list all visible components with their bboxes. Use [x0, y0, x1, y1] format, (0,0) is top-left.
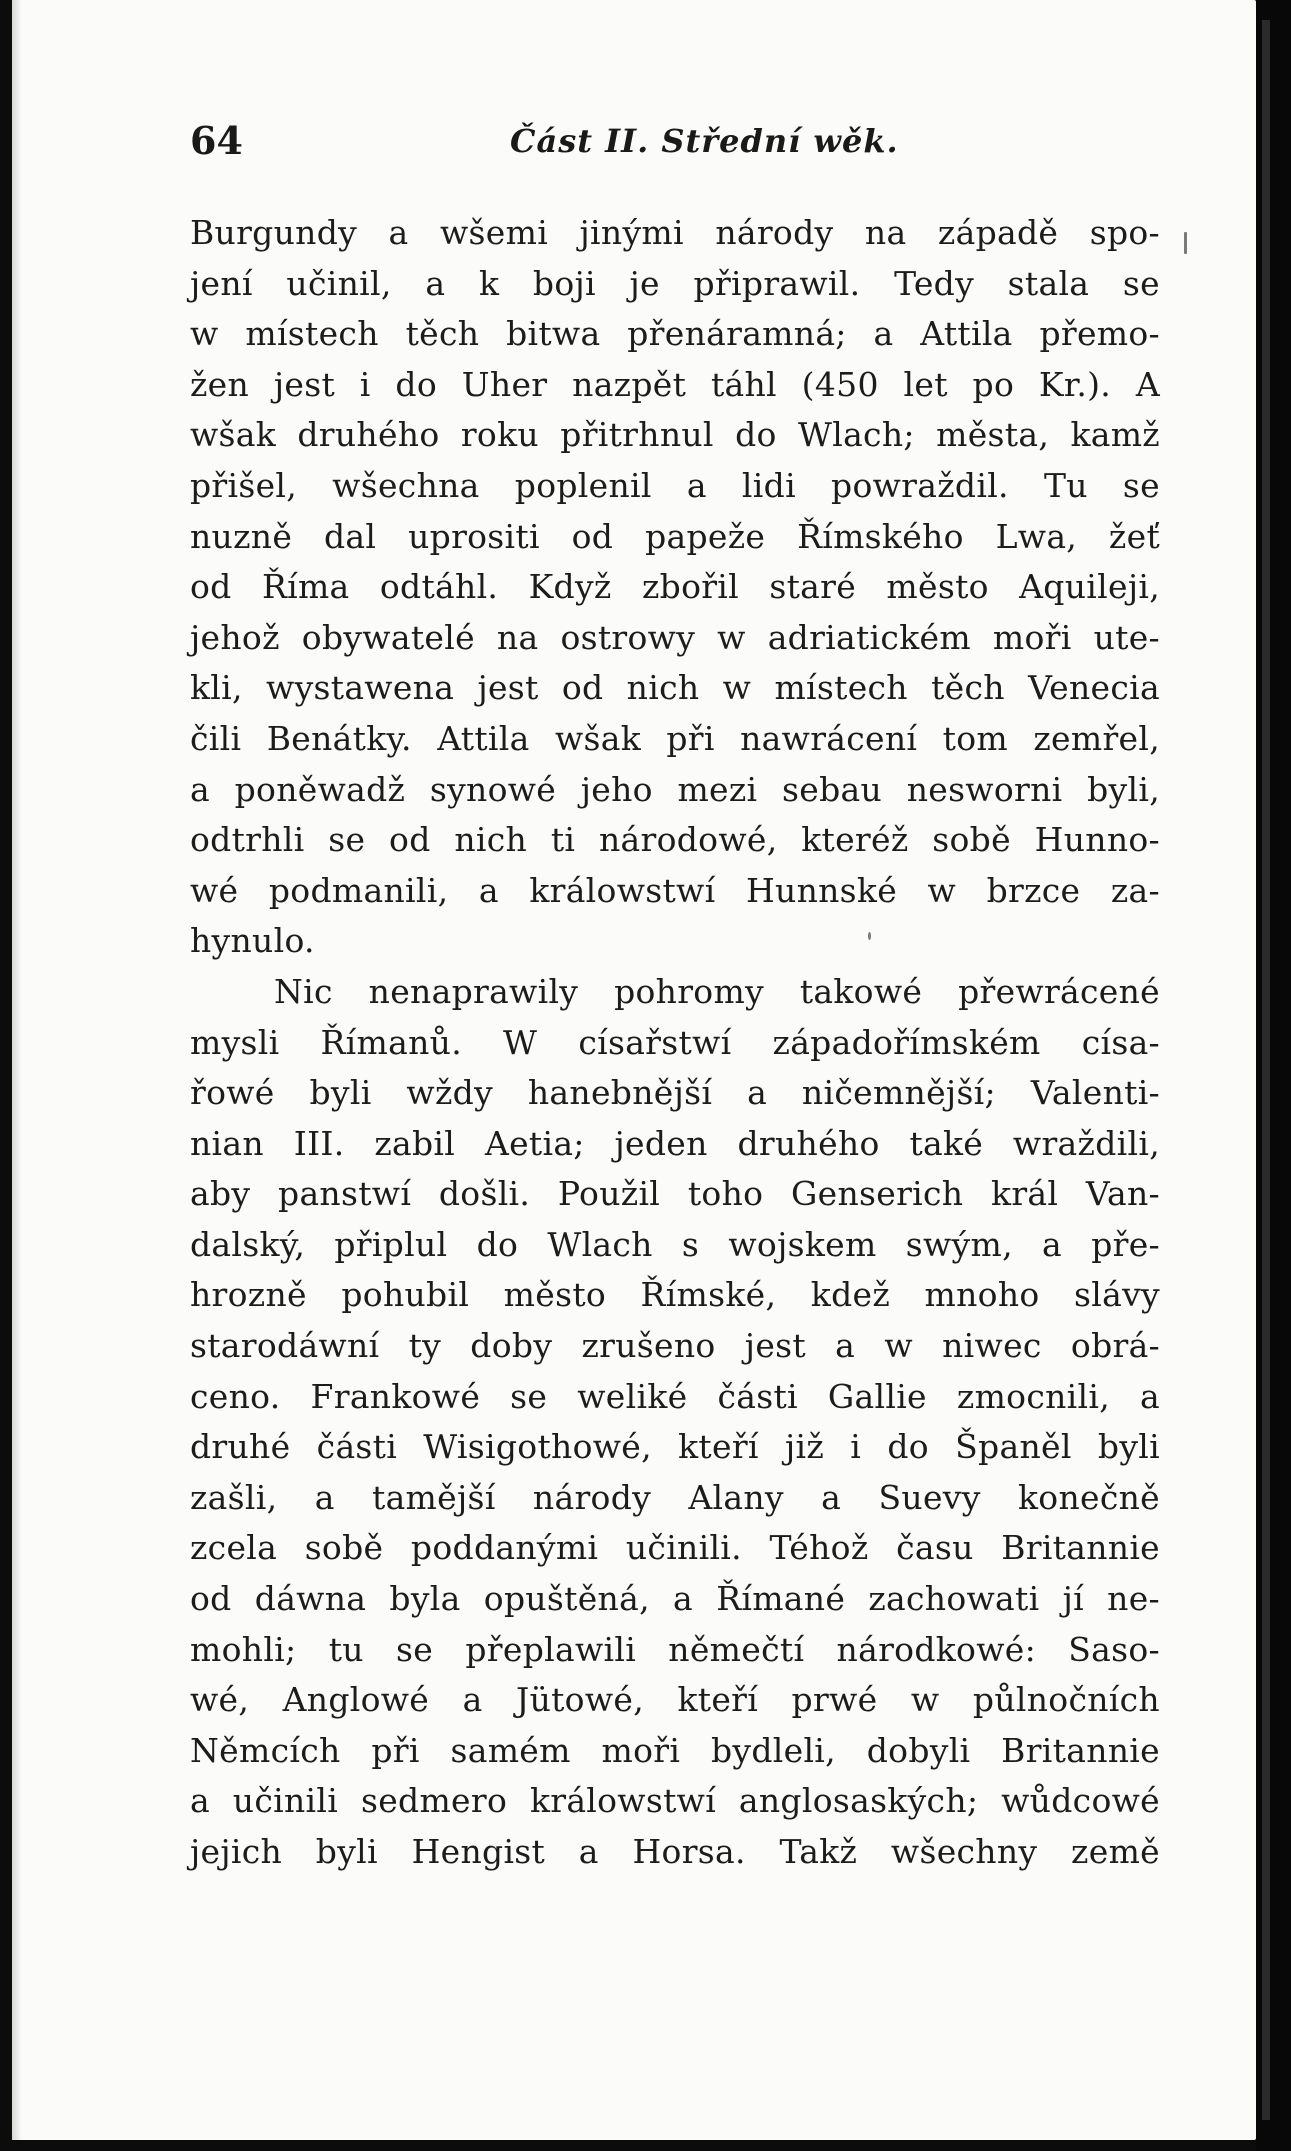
- page-header: [190, 118, 1170, 178]
- text-line: mohli; tu se přeplawili němečtí národkowé: Saso-: [190, 1629, 1160, 1669]
- paper-speck: [1184, 232, 1187, 254]
- paper-speck: [868, 932, 871, 940]
- text-line: hrozně pohubil město Římské, kdež mnoho slávy: [190, 1275, 1160, 1315]
- text-line: druhé části Wisigothowé, kteří již i do Španěl byli: [190, 1427, 1160, 1467]
- text-line: jejich byli Hengist a Horsa. Takž wšechny země: [190, 1832, 1160, 1871]
- text-line: a učinili sedmero králowstwí anglosaských; wůdcowé: [190, 1781, 1160, 1821]
- text-line: čili Benátky. Attila wšak při nawrácení tom zemřel,: [190, 718, 1160, 758]
- text-line: Němcích při samém moři bydleli, dobyli Britannie: [190, 1730, 1160, 1770]
- text-line: a poněwadž synowé jeho mezi sebau nesworni byli,: [190, 769, 1160, 809]
- text-line: zcela sobě poddanými učinili. Téhož času Britannie: [190, 1528, 1160, 1568]
- text-line: starodáwní ty doby zrušeno jest a w niwec obrá-: [190, 1326, 1160, 1366]
- text-line: jehož obywatelé na ostrowy w adriatickém moři ute-: [190, 617, 1160, 657]
- text-line: kli, wystawena jest od nich w místech těch Venecia: [190, 668, 1160, 708]
- binding-edge: [1262, 20, 1270, 2120]
- paragraph-2: [190, 967, 1160, 1878]
- text-line: wé podmanili, a králowstwí Hunnské w brzce za-: [190, 870, 1160, 910]
- text-line: Nic nenaprawily pohromy takowé přewrácené: [274, 971, 1160, 1011]
- text-line: přišel, wšechna poplenil a lidi powraždil. Tu se: [190, 465, 1160, 505]
- text-line: wé, Anglowé a Jütowé, kteří prwé w půlnočních: [190, 1680, 1160, 1720]
- text-line: aby panstwí došli. Použil toho Genserich král Van-: [190, 1174, 1160, 1214]
- text-line: hynulo.: [190, 921, 315, 961]
- text-line: ceno. Frankowé se weliké části Gallie zmocnili, a: [190, 1376, 1160, 1416]
- text-line: odtrhli se od nich ti národowé, kteréž sobě Hunno-: [190, 820, 1160, 860]
- running-head: Část II. Střední wěk.: [510, 122, 899, 160]
- text-line: řowé byli wždy hanebnější a ničemnější; Valenti-: [190, 1073, 1160, 1113]
- paragraph-1: [190, 208, 1160, 967]
- text-line: mysli Římanů. W císařstwí západořímském císa-: [190, 1022, 1160, 1062]
- text-line: nian III. zabil Aetia; jeden druhého také wraždili,: [190, 1123, 1160, 1163]
- text-line: nuzně dal uprositi od papeže Římského Lwa, žeť: [190, 516, 1160, 556]
- text-line: jení učinil, a k boji je připrawil. Tedy stala se: [190, 263, 1160, 303]
- text-line: dalský, připlul do Wlach s wojskem swým, a pře-: [190, 1224, 1160, 1264]
- text-line: od dáwna byla opuštěná, a Římané zachowati jí ne-: [190, 1579, 1160, 1619]
- text-line: zašli, a tamější národy Alany a Suevy konečně: [190, 1477, 1160, 1517]
- text-line: žen jest i do Uher nazpět táhl (450 let po Kr.). A: [190, 364, 1160, 404]
- page-edge-shadow: [12, 0, 22, 2140]
- text-line: wšak druhého roku přitrhnul do Wlach; města, kamž: [190, 415, 1160, 455]
- page-number: 64: [190, 118, 243, 163]
- text-line: od Říma odtáhl. Když zbořil staré město Aquileji,: [190, 567, 1160, 607]
- text-line: w místech těch bitwa přenáramná; a Attila přemo-: [190, 314, 1160, 354]
- text-line: Burgundy a wšemi jinými národy na západě spo-: [190, 213, 1160, 252]
- body-text: [190, 208, 1160, 1878]
